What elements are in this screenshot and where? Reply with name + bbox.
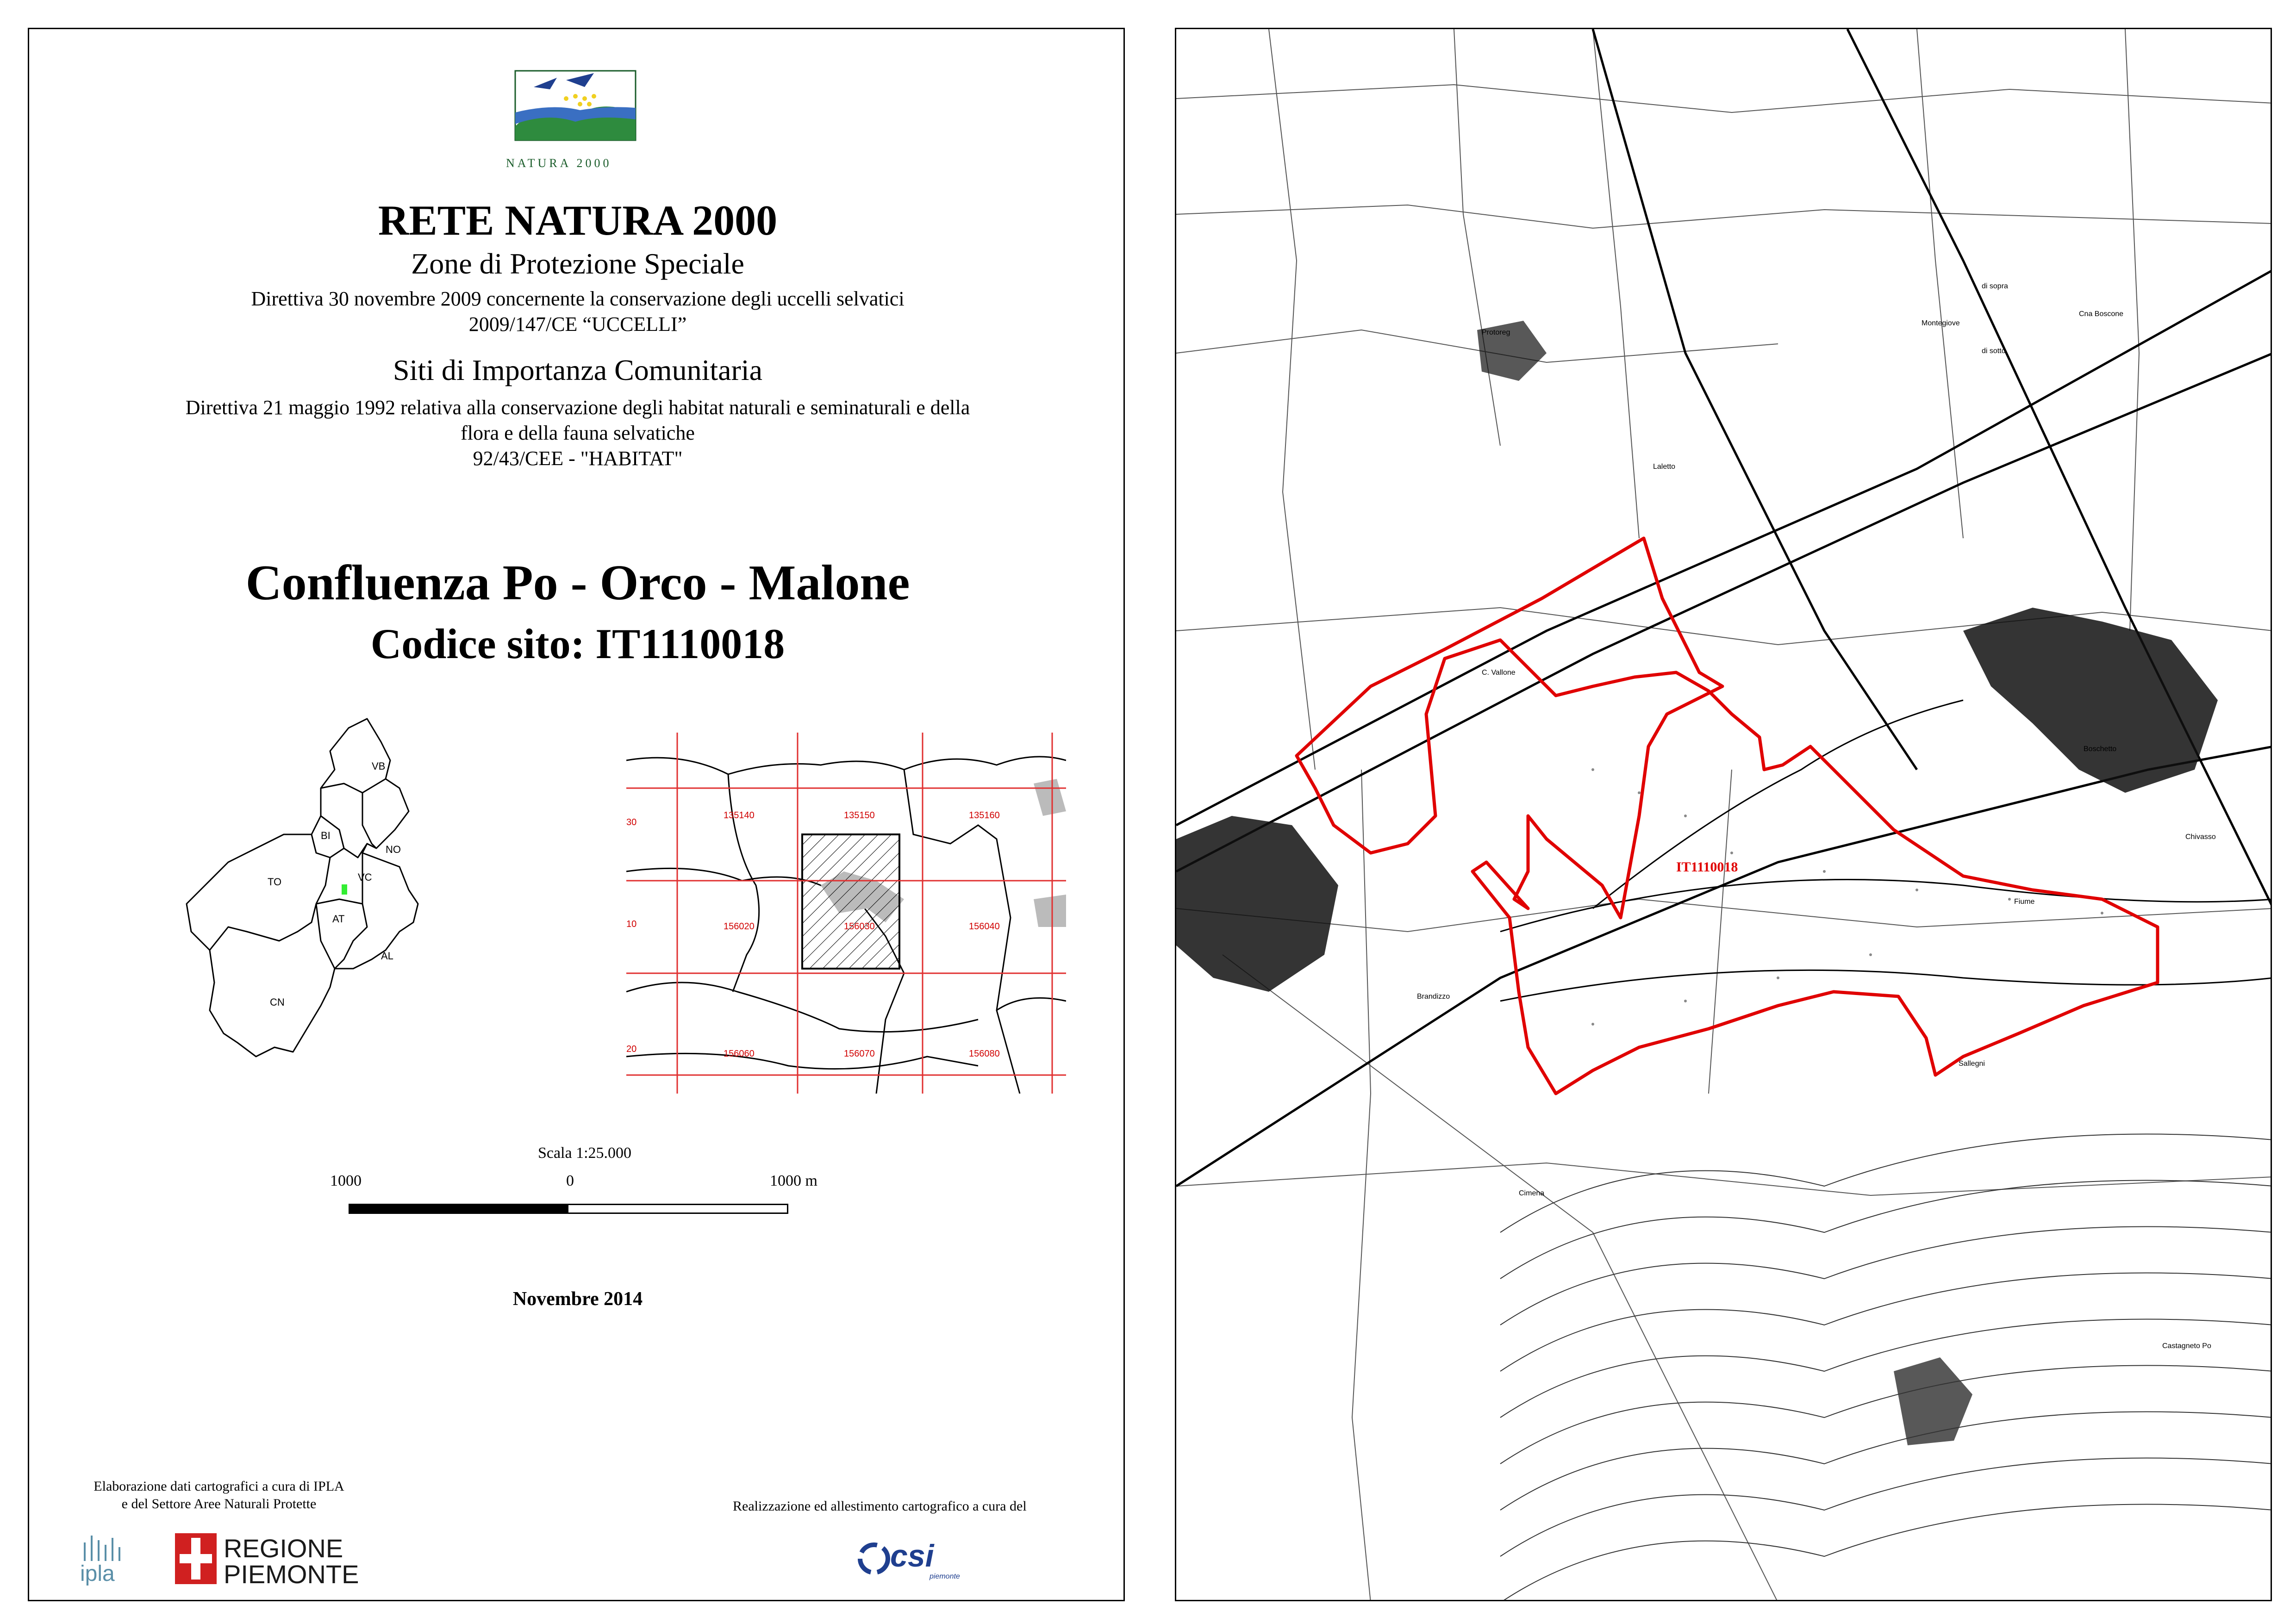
sheet-label: 156030 (844, 921, 875, 932)
sheet-label: 156080 (969, 1049, 1000, 1059)
sheet-label: 156020 (724, 921, 755, 932)
regione-line2: PIEMONTE (224, 1560, 359, 1589)
topographic-map-panel (1175, 28, 2272, 1601)
natura2000-logo (506, 62, 645, 154)
credit-left-line2: e del Settore Aree Naturali Protette (121, 1496, 317, 1511)
sheet-label: 135140 (724, 810, 755, 821)
sic-directive-line2: flora e della fauna selvatiche (461, 422, 695, 444)
page-title: RETE NATURA 2000 (378, 197, 778, 244)
regione-line1: REGIONE (224, 1534, 343, 1563)
border-3 (728, 774, 759, 992)
border-to (210, 858, 330, 950)
site-code: Codice sito: IT1110018 (370, 620, 785, 667)
place-label: Cna Boscone (2079, 310, 2124, 318)
zps-heading: Zone di Protezione Speciale (411, 247, 744, 280)
place-label: Protoreg (1482, 329, 1510, 336)
place-label: Chivasso (2185, 833, 2216, 841)
place-label: Brandizzo (1417, 993, 1450, 1001)
place-label: di sotto (1982, 347, 2006, 355)
place-label: Cimena (1519, 1189, 1545, 1197)
border-8 (997, 998, 1066, 1010)
province-label-al: AL (381, 950, 393, 962)
site-label: IT1110018 (1676, 859, 1738, 875)
sheet-label: 135160 (969, 810, 1000, 821)
grey-area-2 (1034, 779, 1066, 816)
scale-left-value: 1000 (330, 1172, 362, 1189)
topographic-map (1176, 29, 2272, 1601)
border-vb (321, 779, 386, 793)
province-label-cn: CN (270, 996, 285, 1008)
province-label-at: AT (332, 913, 345, 925)
sheet-label: 156040 (969, 921, 1000, 932)
csi-swirl-icon (858, 1542, 890, 1575)
scale-bar-black-segment (350, 1205, 568, 1213)
sheet-grid-map (626, 733, 1066, 1094)
grey-area-3 (1034, 895, 1066, 927)
province-label-bi: BI (321, 830, 331, 841)
zps-directive-line2: 2009/147/CE “UCCELLI” (468, 313, 687, 336)
ipla-logo-icon (80, 1533, 131, 1561)
border-5 (626, 983, 978, 1032)
grid-row-label-30: 30 (626, 817, 637, 827)
credit-left-line1: Elaborazione dati cartografici a cura di IPLA (94, 1479, 344, 1494)
place-label: Laletto (1653, 463, 1676, 471)
place-label: C. Vallone (1482, 669, 1516, 677)
credit-ipla (57, 1478, 381, 1513)
province-label-to: TO (268, 876, 282, 888)
scale-zero: 0 (566, 1172, 574, 1189)
sic-directive (131, 395, 1024, 471)
zps-directive-line1: Direttiva 30 novembre 2009 concernente la conservazione degli uccelli selvatici (251, 287, 905, 310)
province-label-no: NO (386, 844, 401, 855)
place-label: Fiume (2014, 898, 2035, 906)
border-1 (626, 757, 1066, 774)
place-label: Sallegni (1959, 1060, 1985, 1068)
site-name: Confluenza Po - Orco - Malone (245, 555, 910, 610)
place-label: Boschetto (2084, 745, 2117, 753)
sic-heading: Siti di Importanza Comunitaria (393, 354, 763, 386)
province-label-vb: VB (372, 760, 386, 772)
csi-logo: csi (890, 1538, 934, 1573)
credit-csi: Realizzazione ed allestimento cartografico a cura del (733, 1499, 1027, 1514)
ipla-logo: ipla (80, 1561, 115, 1586)
legend-panel (28, 28, 1125, 1601)
sic-directive-line3: 92/43/CEE - "HABITAT" (473, 447, 683, 470)
natura2000-caption: NATURA 2000 (506, 156, 612, 170)
border-7 (626, 1053, 978, 1069)
scale-bar (349, 1204, 788, 1214)
regione-piemonte-crest-icon (175, 1533, 217, 1584)
scale-label: Scala 1:25.000 (537, 1144, 632, 1162)
sheet-label: 156060 (724, 1049, 755, 1059)
place-label: Castagneto Po (2162, 1342, 2211, 1350)
grid-row-label-10: 10 (626, 919, 637, 929)
sic-directive-line1: Direttiva 21 maggio 1992 relativa alla conservazione degli habitat naturali e seminaturali e della (185, 396, 970, 419)
scale-right-value: 1000 m (770, 1172, 817, 1189)
grid-row-label-20: 20 (626, 1044, 637, 1054)
csi-logo-subtitle: piemonte (930, 1573, 960, 1580)
regione-piemonte-logo (224, 1536, 359, 1587)
place-label: Montegiove (1922, 319, 1960, 327)
province-label-vc: VC (358, 871, 372, 883)
site-marker (342, 884, 347, 895)
sheet-label: 135150 (844, 810, 875, 821)
site-sheet-highlight (802, 834, 899, 969)
province-locator-map (177, 709, 585, 1117)
zps-directive (29, 286, 1126, 337)
border-no-vc (344, 793, 376, 858)
place-label: di sopra (1982, 282, 2008, 290)
sheet-label: 156070 (844, 1049, 875, 1059)
publication-date: Novembre 2014 (512, 1288, 643, 1310)
border-at (316, 899, 367, 969)
border-4 (904, 770, 1020, 1094)
